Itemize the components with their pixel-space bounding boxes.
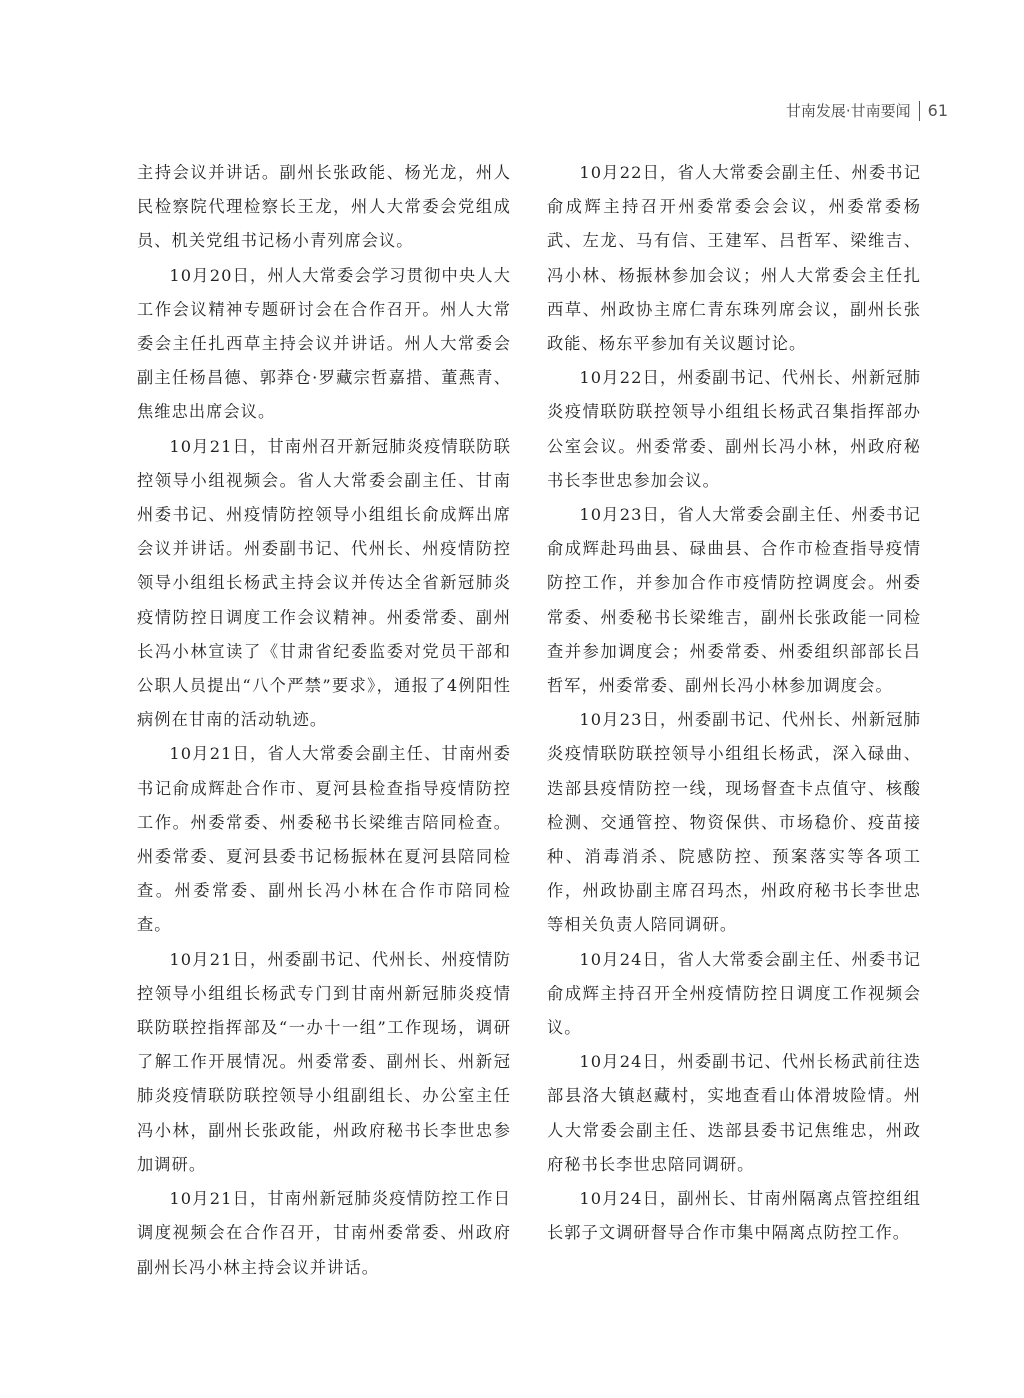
section-title: 甘南发展·甘南要闻 xyxy=(785,102,911,120)
news-paragraph: 10月21日，州委副书记、代州长、州疫情防控领导小组组长杨武专门到甘南州新冠肺炎疫情联防联控指挥部及“一办十一组”工作现场，调研了解工作开展情况。州委常委、副州长、州新冠肺炎疫情联防联控领导小组副组长、办公室主任冯小林，副州长张政能，州政府秘书长李世忠参加调研。 xyxy=(137,949,511,1174)
continued-paragraph: 主持会议并讲话。副州长张政能、杨光龙，州人民检察院代理检察长王龙，州人大常委会党组成员、机关党组书记杨小青列席会议。 xyxy=(137,163,511,251)
news-paragraph: 10月23日，州委副书记、代州长、州新冠肺炎疫情联防联控领导小组组长杨武，深入碌曲、迭部县疫情防控一线，现场督查卡点值守、核酸检测、交通管控、物资保供、市场稳价、疫苗接种、消毒消杀、院感防控、预案落实等各项工作，州政协副主席召玛杰，州政府秘书长李世忠等相关负责人陪同调研。 xyxy=(547,710,921,935)
news-paragraph: 10月24日，州委副书记、代州长杨武前往迭部县洛大镇赵藏村，实地查看山体滑坡险情。州人大常委会副主任、迭部县委书记焦维忠，州政府秘书长李世忠陪同调研。 xyxy=(547,1052,921,1174)
header-divider xyxy=(919,101,920,121)
news-paragraph: 10月22日，州委副书记、代州长、州新冠肺炎疫情联防联控领导小组组长杨武召集指挥部办公室会议。州委常委、副州长冯小林，州政府秘书长李世忠参加会议。 xyxy=(547,368,921,490)
news-paragraph: 10月24日，省人大常委会副主任、州委书记俞成辉主持召开全州疫情防控日调度工作视频会议。 xyxy=(547,949,921,1038)
news-paragraph: 10月23日，省人大常委会副主任、州委书记俞成辉赴玛曲县、碌曲县、合作市检查指导疫情防控工作，并参加合作市疫情防控调度会。州委常委、州委秘书长梁维吉，副州长张政能一同检查并参加调度会；州委常委、州委组织部部长吕哲军，州委常委、副州长冯小林参加调度会。 xyxy=(547,505,921,696)
left-column xyxy=(137,156,511,1285)
news-paragraph: 10月22日，省人大常委会副主任、州委书记俞成辉主持召开州委常委会会议，州委常委杨武、左龙、马有信、王建军、吕哲军、梁维吉、冯小林、杨振林参加会议；州人大常委会主任扎西草、州政协主席仁青东珠列席会议，副州长张政能、杨东平参加有关议题讨论。 xyxy=(547,163,921,354)
news-paragraph: 10月24日，副州长、甘南州隔离点管控组组长郭子文调研督导合作市集中隔离点防控工作。 xyxy=(547,1189,921,1243)
page-number: 61 xyxy=(927,101,948,120)
news-paragraph: 10月21日，甘南州召开新冠肺炎疫情联防联控领导小组视频会。省人大常委会副主任、甘南州委书记、州疫情防控领导小组组长俞成辉出席会议并讲话。州委副书记、代州长、州疫情防控领导小组组长杨武主持会议并传达全省新冠肺炎疫情防控日调度工作会议精神。州委常委、副州长冯小林宣读了《甘肃省纪委监委对党员干部和公职人员提出“八个严禁”要求》，通报了4例阳性病例在甘南的活动轨迹。 xyxy=(137,436,511,730)
news-paragraph: 10月21日，省人大常委会副主任、甘南州委书记俞成辉赴合作市、夏河县检查指导疫情防控工作。州委常委、州委秘书长梁维吉陪同检查。州委常委、夏河县委书记杨振林在夏河县陪同检查。州委常委、副州长冯小林在合作市陪同检查。 xyxy=(137,744,511,935)
news-paragraph: 10月21日，甘南州新冠肺炎疫情防控工作日调度视频会在合作召开，甘南州委常委、州政府副州长冯小林主持会议并讲话。 xyxy=(137,1189,511,1277)
running-header xyxy=(786,100,948,121)
right-column xyxy=(547,156,921,1251)
news-paragraph: 10月20日，州人大常委会学习贯彻中央人大工作会议精神专题研讨会在合作召开。州人大常委会主任扎西草主持会议并讲话。州人大常委会副主任杨昌德、郭莽仓·罗藏宗哲嘉措、董燕青、焦维忠出席会议。 xyxy=(137,265,511,422)
